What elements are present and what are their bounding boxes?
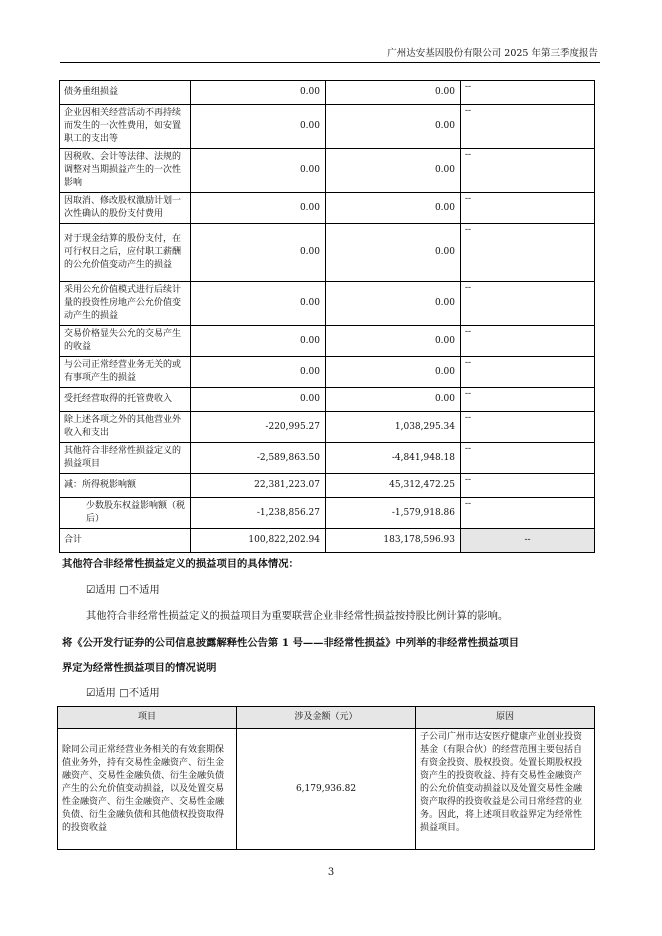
row-ytd-value: 0.00 (326, 81, 461, 105)
table-row (60, 149, 595, 193)
report-title: 广州达安基因股份有限公司 2025 年第三季度报告 (387, 48, 598, 59)
row-label: 对于现金结算的股份支付，在可行权日之后，应付职工薪酬的公允价值变动产生的损益 (60, 224, 191, 282)
section-heading-other-items: 其他符合非经常性损益定义的损益项目的具体情况： (62, 558, 299, 570)
total-current-value: 100,822,202.94 (191, 529, 326, 553)
row-ytd-value: 0.00 (326, 282, 461, 326)
row-remark: -- (461, 282, 595, 326)
non-recurring-items-table (59, 80, 595, 553)
row-current-value: 0.00 (191, 193, 326, 224)
table-row (60, 388, 595, 412)
row-label: 与公司正常经营业务无关的或有事项产生的损益 (60, 357, 191, 388)
row-label: 企业因相关经营活动不再持续而发生的一次性费用，如安置职工的支出等 (60, 105, 191, 149)
row-remark: -- (461, 443, 595, 474)
applicable-choice: ☑适用 □不适用 (86, 687, 160, 699)
section-body-text: 其他符合非经常性损益定义的损益项目为重要联营企业非经常性损益按持股比例计算的影响。 (86, 610, 509, 622)
row-ytd-value: 0.00 (326, 357, 461, 388)
row-ytd-value: 0.00 (326, 149, 461, 193)
table-header-row (58, 707, 595, 729)
table-row (60, 282, 595, 326)
table-row (60, 224, 595, 282)
row-label: 因税收、会计等法律、法规的调整对当期损益产生的一次性影响 (60, 149, 191, 193)
row-ytd-value: 0.00 (326, 326, 461, 357)
table-row (60, 326, 595, 357)
row-label: 因取消、修改股权激励计划一次性确认的股份支付费用 (60, 193, 191, 224)
row-ytd-value: 45,312,472.25 (326, 474, 461, 498)
row-ytd-value: -1,579,918.86 (326, 498, 461, 529)
row-current-value: 0.00 (191, 224, 326, 282)
item-reason: 子公司广州市达安医疗健康产业创业投资基金（有限合伙）的经营范围主要包括自有资金投资、股权投资。处置长期股权投资产生的投资收益、持有交易性金融资产的公允价值变动损益以及处置交易性金融资产取得的投资收益是公司日常经营的业务。因此，将上述项目收益界定为经常性损益项目。 (416, 729, 595, 850)
total-row (60, 529, 595, 553)
row-current-value: 0.00 (191, 388, 326, 412)
row-current-value: 0.00 (191, 105, 326, 149)
row-label: 减：所得税影响额 (60, 474, 191, 498)
row-ytd-value: 0.00 (326, 193, 461, 224)
row-current-value: 0.00 (191, 81, 326, 105)
table-row (60, 357, 595, 388)
row-remark: -- (461, 224, 595, 282)
row-ytd-value: 0.00 (326, 105, 461, 149)
table-row (60, 81, 595, 105)
table-row (60, 105, 595, 149)
row-current-value: 0.00 (191, 149, 326, 193)
row-remark: -- (461, 81, 595, 105)
applicable-choice: ☑适用 □不适用 (86, 584, 160, 596)
row-ytd-value: 1,038,295.34 (326, 412, 461, 443)
row-remark: -- (461, 193, 595, 224)
column-header-reason: 原因 (416, 707, 595, 729)
row-remark: -- (461, 388, 595, 412)
total-remark: -- (461, 529, 595, 553)
row-remark: -- (461, 357, 595, 388)
column-header-item: 项目 (58, 707, 237, 729)
row-ytd-value: 0.00 (326, 224, 461, 282)
section-heading-reclassification: 将《公开发行证券的公司信息披露解释性公告第 1 号——非经常性损益》中列举的非经常性损益项目 (62, 637, 520, 649)
row-label: 其他符合非经常性损益定义的损益项目 (60, 443, 191, 474)
column-header-amount: 涉及金额（元） (237, 707, 416, 729)
page-number: 3 (327, 867, 335, 878)
item-amount: 6,179,936.82 (237, 729, 416, 850)
row-remark: -- (461, 149, 595, 193)
table-row (60, 474, 595, 498)
row-remark: -- (461, 498, 595, 529)
row-label: 债务重组损益 (60, 81, 191, 105)
row-label: 除上述各项之外的其他营业外收入和支出 (60, 412, 191, 443)
row-remark: -- (461, 474, 595, 498)
row-current-value: 22,381,223.07 (191, 474, 326, 498)
total-label: 合计 (60, 529, 191, 553)
page-header (60, 0, 600, 63)
row-current-value: 0.00 (191, 282, 326, 326)
row-remark: -- (461, 105, 595, 149)
row-label: 采用公允价值模式进行后续计量的投资性房地产公允价值变动产生的损益 (60, 282, 191, 326)
row-label: 交易价格显失公允的交易产生的收益 (60, 326, 191, 357)
row-current-value: 0.00 (191, 326, 326, 357)
table-row (60, 443, 595, 474)
row-ytd-value: 0.00 (326, 388, 461, 412)
row-label: 少数股东权益影响额（税后） (60, 498, 191, 529)
total-ytd-value: 183,178,596.93 (326, 529, 461, 553)
item-description: 除同公司正常经营业务相关的有效套期保值业务外，持有交易性金融资产、衍生金融资产、交易性金融负债、衍生金融负债产生的公允价值变动损益，以及处置交易性金融资产、衍生金融资产、交易性金融负债、衍生金融负债和其他债权投资取得的投资收益 (58, 729, 237, 850)
section-heading-reclassification-line2: 界定为经常性损益项目的情况说明 (62, 662, 217, 674)
row-current-value: 0.00 (191, 357, 326, 388)
row-remark: -- (461, 412, 595, 443)
table-row (60, 498, 595, 529)
reclassified-items-table (57, 706, 595, 850)
table-row (60, 412, 595, 443)
row-label: 受托经营取得的托管费收入 (60, 388, 191, 412)
row-current-value: -1,238,856.27 (191, 498, 326, 529)
table-row (58, 729, 595, 850)
row-ytd-value: -4,841,948.18 (326, 443, 461, 474)
row-current-value: -2,589,863.50 (191, 443, 326, 474)
row-remark: -- (461, 326, 595, 357)
table-row (60, 193, 595, 224)
row-current-value: -220,995.27 (191, 412, 326, 443)
